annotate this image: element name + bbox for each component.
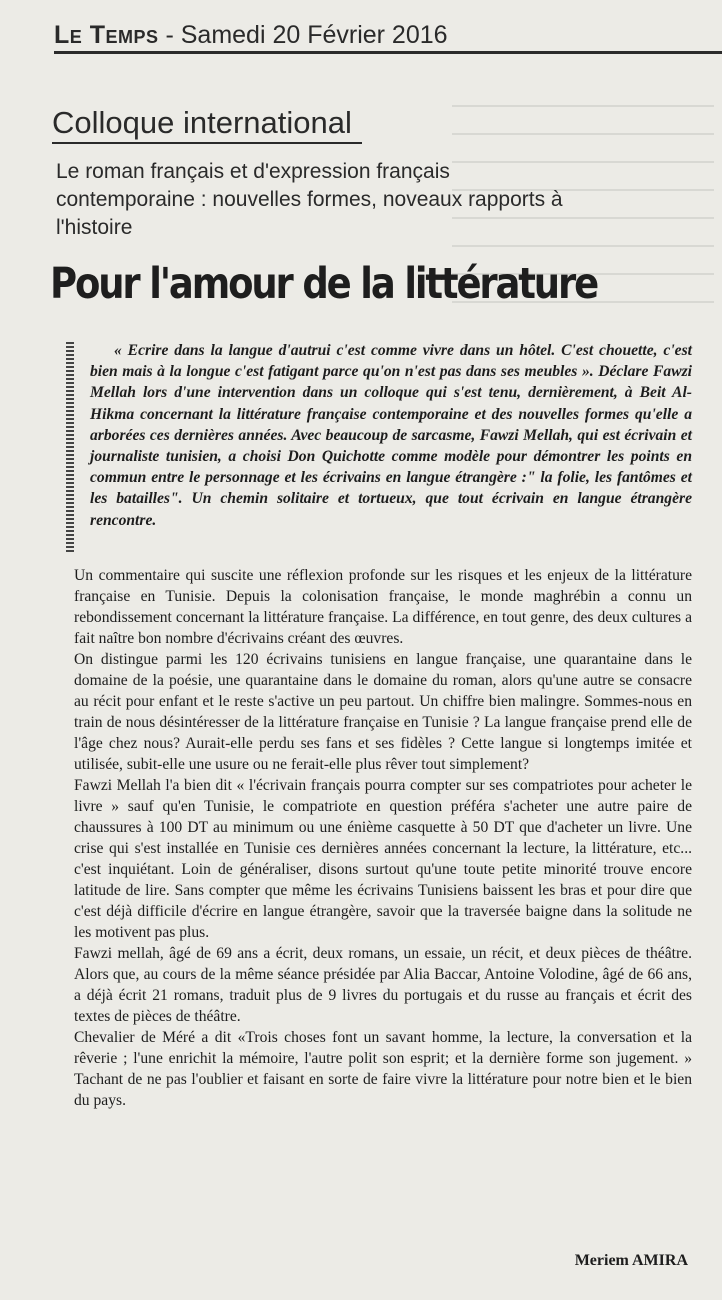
issue-date: - Samedi 20 Février 2016 — [165, 21, 448, 49]
article-lead: « Ecrire dans la langue d'autrui c'est comme vivre dans un hôtel. C'est chouette, c'est bien mais à la longue c'est fatigant parce qu'on n'est pas dans ses meubles ». Déclare Fawzi Mellah lors d'une intervention dans un colloque qui s'est tenu, dernièrement, à Beit Al-Hikma concernant la littérature française contemporaine et des nouvelles formes qu'elle a arborées ces dernières années. Avec beaucoup de sarcasme, Fawzi Mellah, qui est écrivain et journaliste tunisien, a choisi Don Quichotte comme modèle pour démontrer les points en commun entre le personnage et les écrivains en langue étrangère :" la folie, les fantômes et les batailles". Un chemin solitaire et tortueux, que tout écrivain en langue étrangère rencontre. — [90, 342, 692, 529]
body-paragraph: On distingue parmi les 120 écrivains tunisiens en langue française, une quarantaine dans le domaine de la poésie, une quarantaine dans le domaine du roman, alors qu'une autre se consacre au récit pour enfant et le reste s'active un peu partout. Un chiffre bien malingre. Sommes-nous en train de nous désintéresser de la littérature française en Tunisie ? La langue française prend elle de l'âge chez nous? Aurait-elle perdu ses fans et ses fidèles ? Cette langue si longtemps imitée et utilisée, subit-elle une usure ou ne ferait-elle plus rêver tout simplement? — [74, 651, 692, 773]
section-rubric: Colloque international — [52, 104, 362, 144]
newspaper-name: Le Temps — [54, 21, 159, 49]
lead-decorative-bar — [66, 342, 74, 554]
body-paragraph: Fawzi mellah, âgé de 69 ans a écrit, deux romans, un essaie, un récit, et deux pièces de théâtre. Alors que, au cours de la même séance présidée par Alia Baccar, Antoine Volodine, âgé de 66 ans, a déjà écrit 21 romans, traduit plus de 9 livres du portugais et du russe au français et écrit des textes de pièces de théâtre. — [74, 945, 692, 1025]
author-byline: Meriem AMIRA — [574, 1252, 688, 1269]
article-subtitle: Le roman français et d'expression français contemporaine : nouvelles formes, noveaux rapports à l'histoire — [56, 160, 563, 239]
article-headline: Pour l'amour de la littérature — [50, 259, 598, 309]
body-paragraph: Chevalier de Méré a dit «Trois choses font un savant homme, la lecture, la conversation et la rêverie ; l'une enrichit la mémoire, l'autre polit son esprit; et la dernière forme son jugement. » Tachant de ne pas l'oublier et faisant en sorte de faire vivre la littérature pour notre bien et le bien du pays. — [74, 1029, 692, 1109]
body-paragraph: Un commentaire qui suscite une réflexion profonde sur les risques et les enjeux de la littérature française en Tunisie. Depuis la colonisation française, le monde maghrébin a connu un rebondissement concernant la littérature française. La différence, en tout genre, des deux cultures a fait naître bon nombre d'écrivains créant des œuvres. — [74, 567, 692, 647]
masthead — [54, 20, 714, 50]
masthead-rule — [54, 51, 722, 54]
body-paragraph: Fawzi Mellah l'a bien dit « l'écrivain français pourra compter sur ses compatriotes pour acheter le livre » sauf qu'en Tunisie, le compatriote en question préféra s'acheter une autre paire de chaussures à 100 DT au minimum ou une énième casquette à 50 DT que d'acheter un livre. Une crise qui s'est installée en Tunisie ces dernières années concernant la lecture, la littérature, etc... c'est inquiétant. Loin de généraliser, disons surtout qu'une toute petite minorité trouve encore latitude de lire. Sans compter que même les écrivains Tunisiens baissent les bras et pour dire que c'est déjà difficile d'écrire en langue étrangère, savoir que la traversée baigne dans la solitude ne les motivent pas plus. — [74, 777, 692, 941]
article-body — [74, 565, 692, 1111]
